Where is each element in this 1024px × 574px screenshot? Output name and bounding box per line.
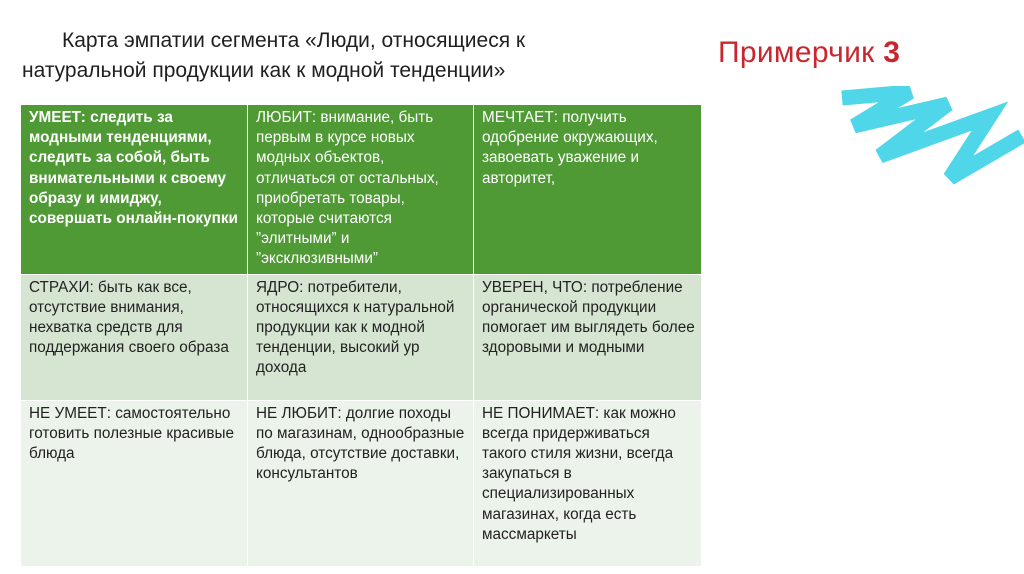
cell-strakhi: СТРАХИ: быть как все, отсутствие внимания, нехватка средств для поддержания своего образа: [21, 274, 248, 400]
title-line-2: натуральной продукции как к модной тенденции»: [22, 59, 506, 82]
example-heading: [718, 36, 900, 70]
cell-mechtaet: МЕЧТАЕТ: получить одобрение окружающих, завоевать уважение и авторитет,: [474, 105, 702, 275]
table-row: [21, 400, 702, 566]
cell-yadro: ЯДРО: потребители, относящихся к натуральной продукции как к модной тенденции, высокий ур дохода: [248, 274, 474, 400]
table-row: [21, 274, 702, 400]
table-row: [21, 105, 702, 275]
cell-uveren: УВЕРЕН, ЧТО: потребление органической продукции помогает им выглядеть более здоровыми и модными: [474, 274, 702, 400]
title-line-1: Карта эмпатии сегмента «Люди, относящиеся к: [62, 29, 526, 52]
cell-ne-umeet: НЕ УМЕЕТ: самостоятельно готовить полезные красивые блюда: [21, 400, 248, 566]
cell-lyubit: ЛЮБИТ: внимание, быть первым в курсе новых модных объектов, отличаться от остальных, приобретать товары, которые считаются ”элитными” и ”эксклюзивными”: [248, 105, 474, 275]
cell-umeet: УМЕЕТ: следить за модными тенденциями, следить за собой, быть внимательными к своему образу и имиджу, совершать онлайн-покупки: [21, 105, 248, 275]
example-number: 3: [883, 36, 901, 69]
empathy-map-table: [20, 104, 702, 567]
cell-ne-lyubit: НЕ ЛЮБИТ: долгие походы по магазинам, однообразные блюда, отсутствие доставки, консультантов: [248, 400, 474, 566]
cell-ne-ponimaet: НЕ ПОНИМАЕТ: как можно всегда придерживаться такого стиля жизни, всегда закупаться в специализированных магазинах, когда есть массмаркеты: [474, 400, 702, 566]
slide-title: [22, 26, 662, 86]
example-label: Примерчик: [718, 36, 875, 69]
cyan-brush-stroke-icon: [840, 86, 1024, 186]
